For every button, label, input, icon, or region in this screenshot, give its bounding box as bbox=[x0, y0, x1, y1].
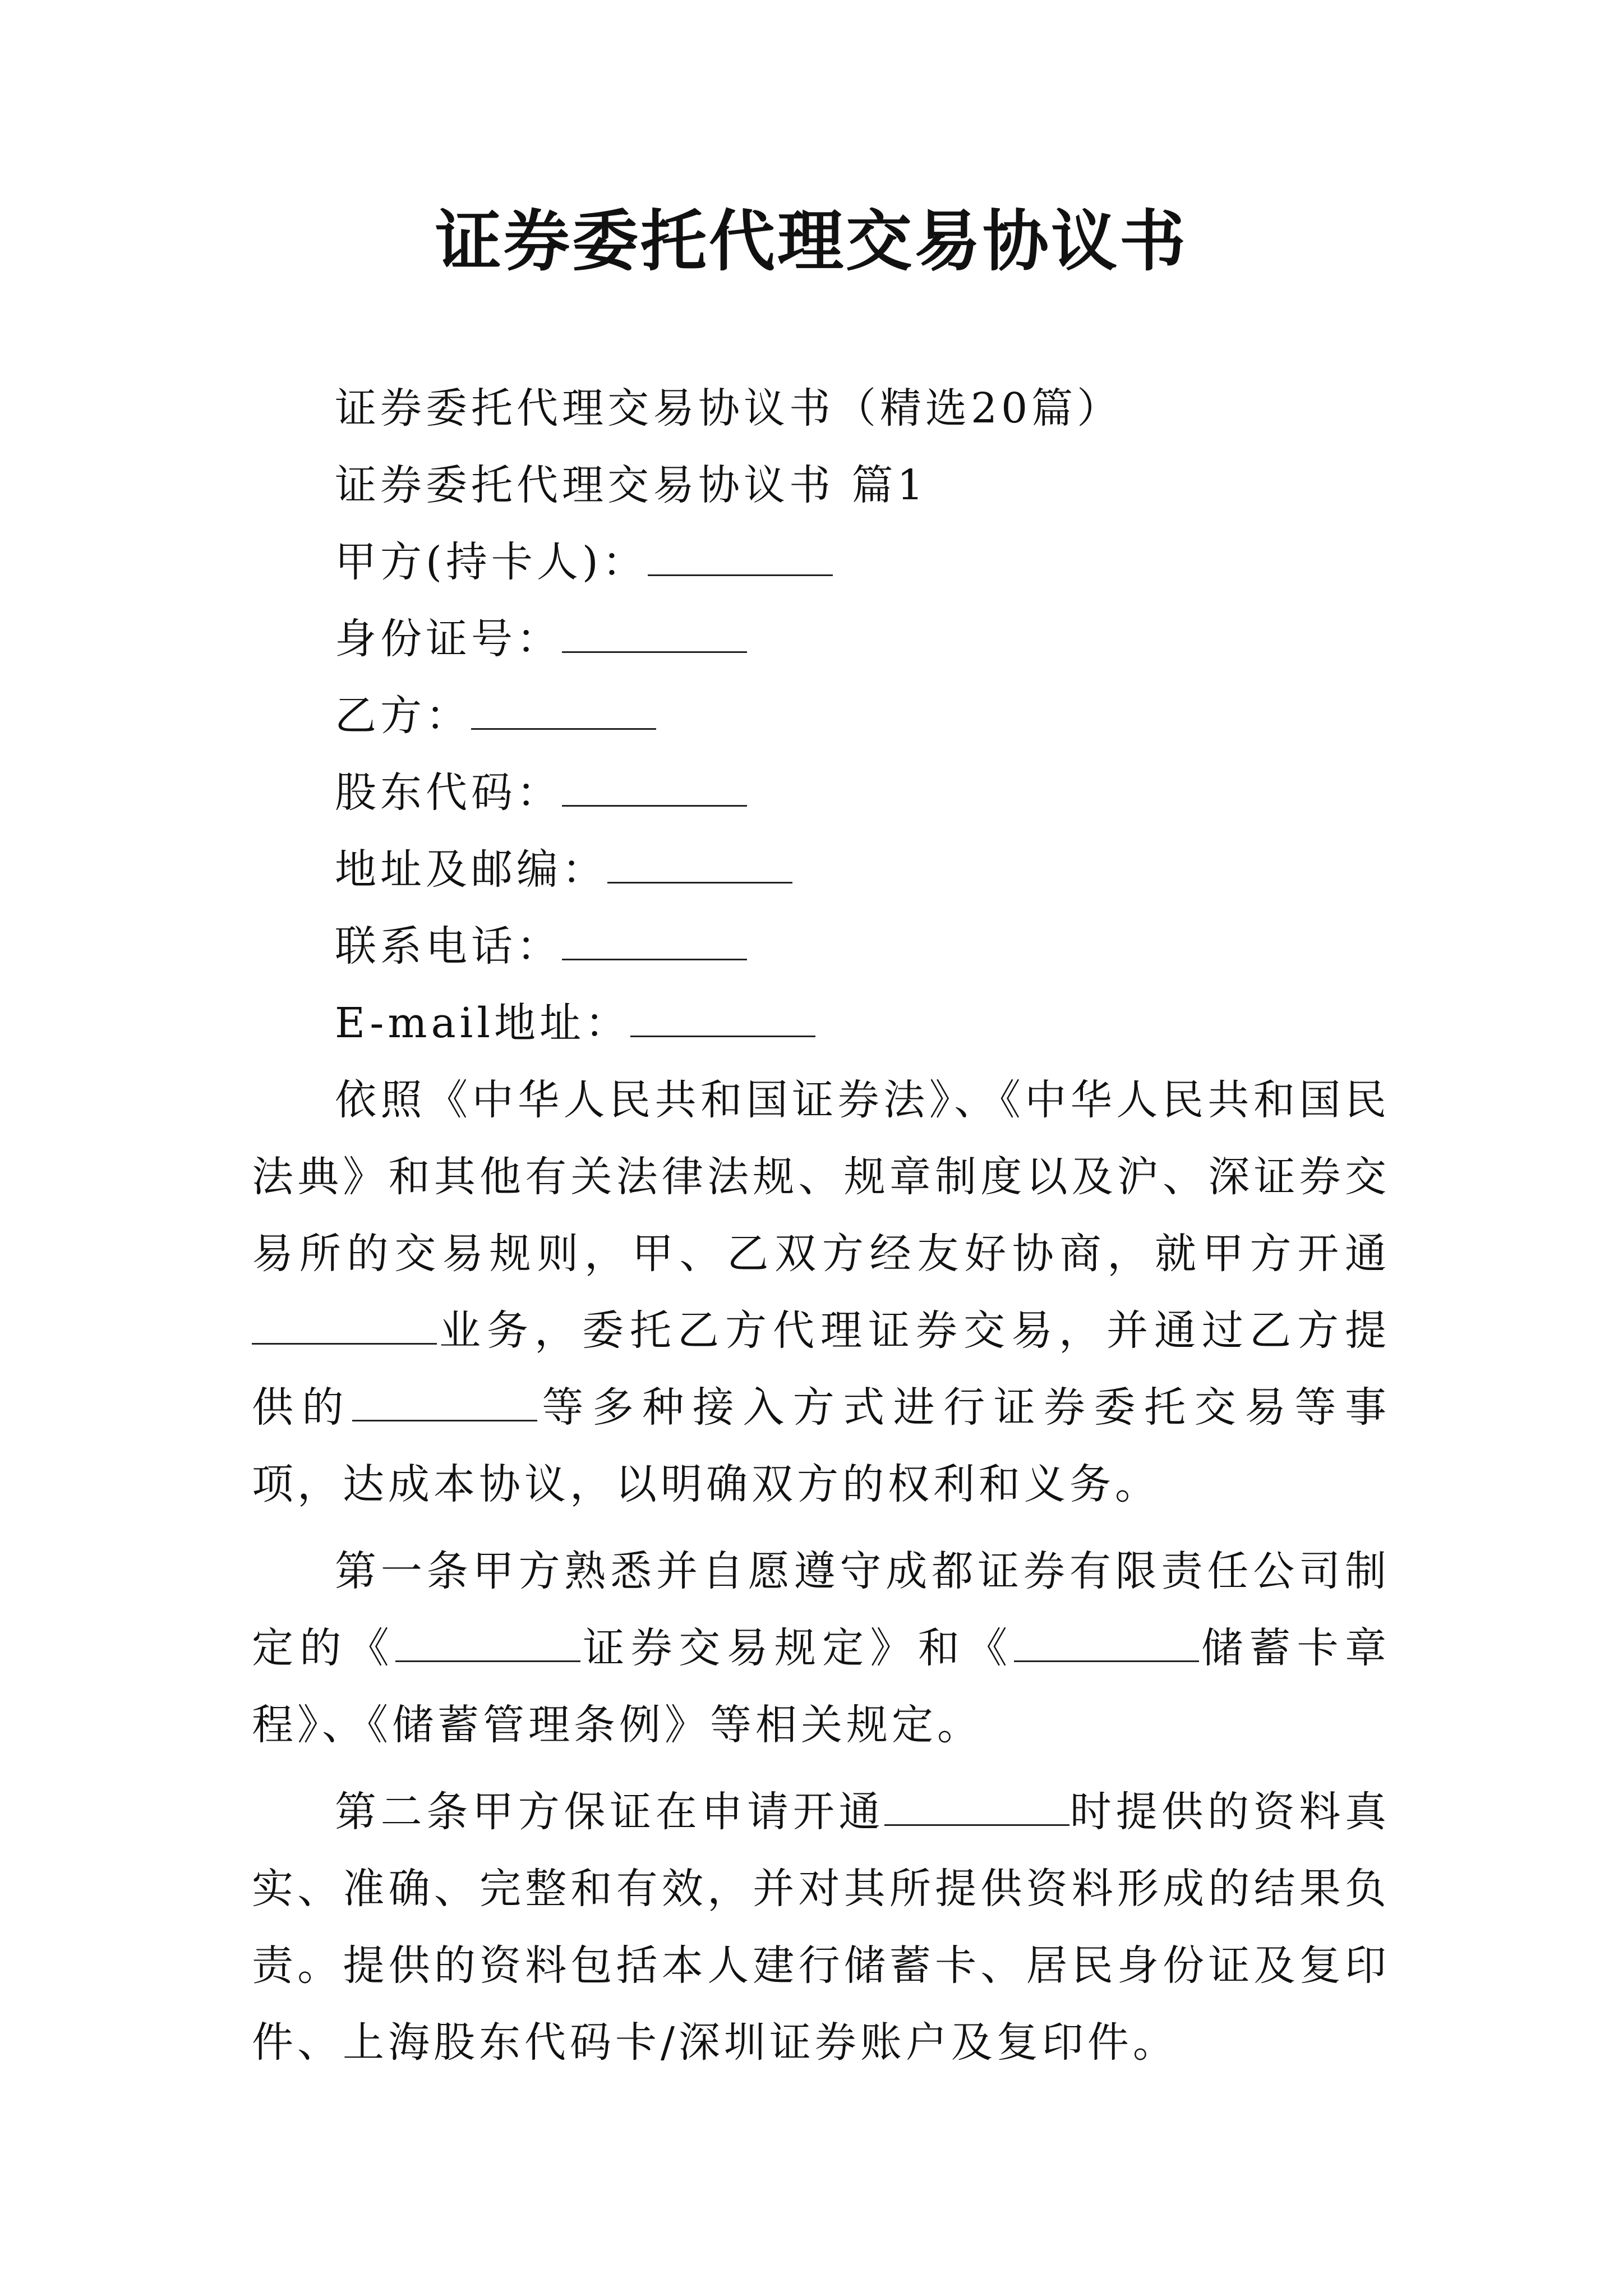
blank-line bbox=[471, 724, 656, 730]
preamble-paragraph bbox=[252, 1062, 1390, 1523]
blank-line bbox=[884, 1820, 1069, 1826]
blank-line bbox=[395, 1656, 580, 1662]
blank-line bbox=[562, 800, 747, 807]
blank-line bbox=[1014, 1656, 1199, 1662]
blank-line bbox=[607, 877, 792, 884]
document-body bbox=[252, 370, 1390, 2081]
document-title: 证券委托代理交易协议书 bbox=[435, 202, 1188, 280]
field-label: E-mail地址： bbox=[335, 999, 631, 1047]
blank-line bbox=[562, 647, 747, 653]
text-run: 第二条甲方保证在申请开通 bbox=[335, 1788, 885, 1836]
field-label: 乙方： bbox=[335, 692, 471, 740]
section-heading: 证券委托代理交易协议书 篇1 bbox=[335, 461, 928, 509]
blank-line bbox=[352, 1415, 537, 1421]
field-label: 身份证号： bbox=[335, 615, 562, 663]
text-run: 证券交易规定》和《 bbox=[580, 1624, 1014, 1672]
field-label: 股东代码： bbox=[335, 769, 562, 817]
blank-line bbox=[648, 570, 833, 576]
blank-line bbox=[630, 1031, 815, 1037]
field-label: 地址及邮编： bbox=[335, 845, 607, 894]
field-row bbox=[252, 524, 1390, 601]
blank-line bbox=[252, 1338, 437, 1345]
text-run: 时提供的资料真实、准确、完整和有效，并对其所提供资料形成的结果负责。提供的资料包括本人建行储蓄卡、居民身份证及复印件、上海股东代码卡/深圳证券账户及复印件。 bbox=[252, 1788, 1391, 2067]
field-row bbox=[252, 831, 1390, 908]
article-2-paragraph bbox=[252, 1774, 1390, 2081]
text-run: 储蓄卡章程》、《储蓄管理条例》等相关规定。 bbox=[252, 1624, 1391, 1749]
text-run: 等多种接入方式进行证券委托交易等事项，达成本协议，以明确双方的权利和义务。 bbox=[252, 1383, 1391, 1508]
text-run: 依照《中华人民共和国证券法》、《中华人民共和国民法典》和其他有关法律法规、规章制度以及沪、深证券交易所的交易规则，甲、乙双方经友好协商，就甲方开通 bbox=[252, 1076, 1390, 1278]
blank-line bbox=[562, 954, 747, 960]
field-row bbox=[252, 908, 1390, 985]
text-run: 第一条甲方熟悉并自愿遵守成都证券有限责任公司制定的《 bbox=[252, 1547, 1390, 1672]
field-row bbox=[252, 678, 1390, 754]
subtitle: 证券委托代理交易协议书（精选20篇） bbox=[335, 384, 1123, 432]
text-run: 业务，委托乙方代理证券交易，并通过乙方提供的 bbox=[252, 1306, 1390, 1432]
article-1-paragraph bbox=[252, 1533, 1390, 1764]
field-row bbox=[252, 985, 1390, 1062]
field-label: 联系电话： bbox=[335, 922, 562, 970]
field-row bbox=[252, 601, 1390, 678]
field-row bbox=[252, 754, 1390, 831]
field-label: 甲方(持卡人)： bbox=[335, 538, 648, 586]
